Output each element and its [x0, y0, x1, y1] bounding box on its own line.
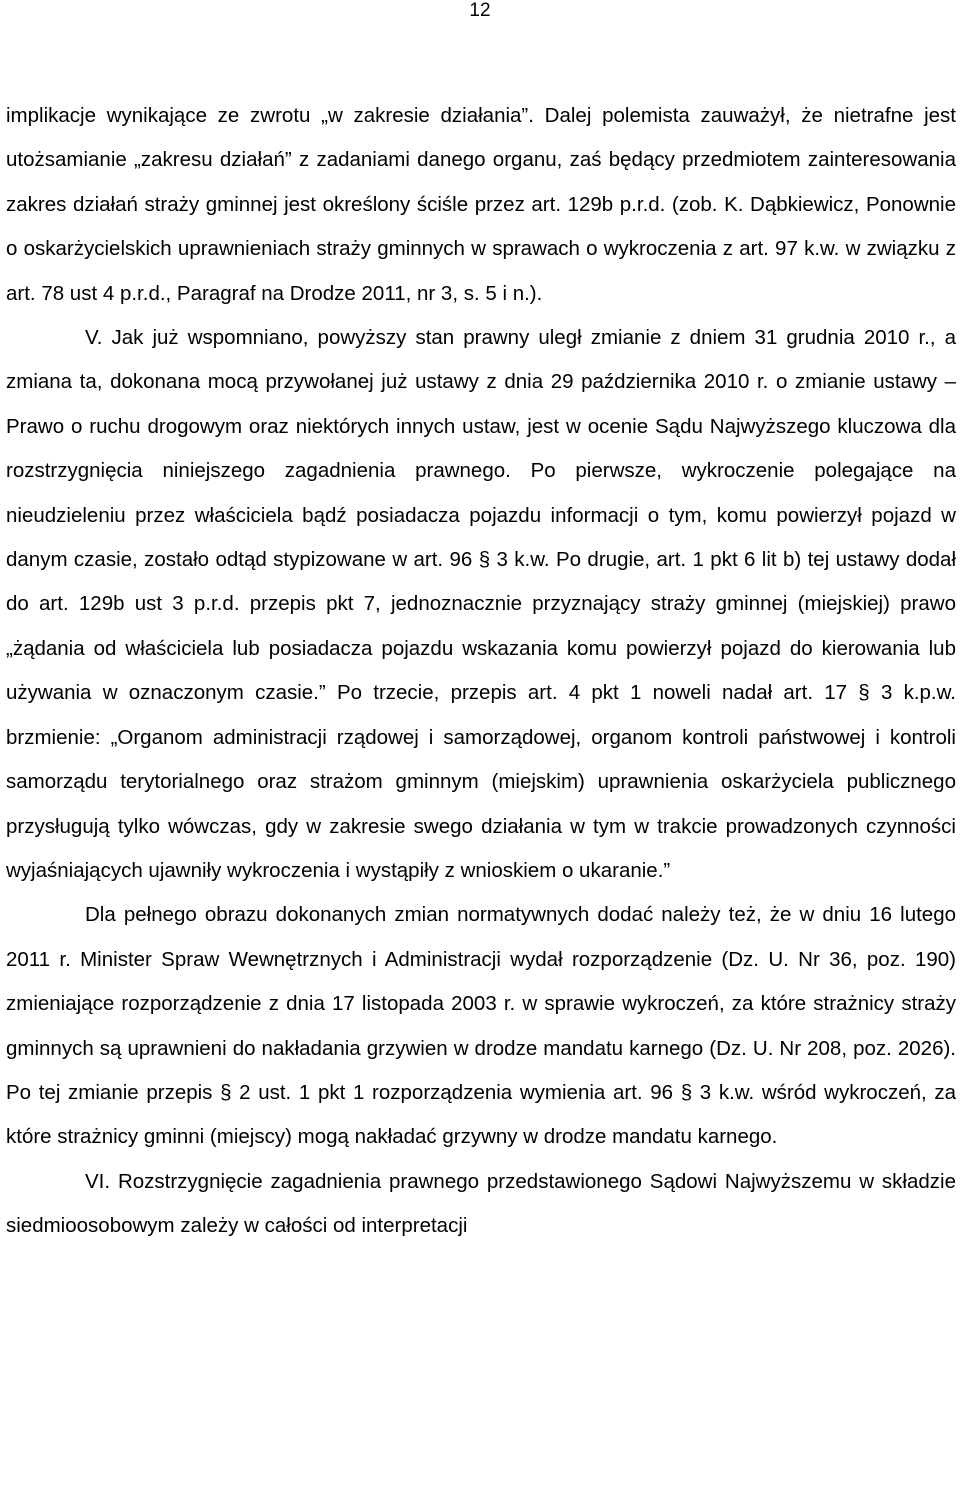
paragraph-intro: implikacje wynikające ze zwrotu „w zakresie działania”. Dalej polemista zauważył, że nietrafne jest utożsamianie „zakresu działań” z zadaniami danego organu, zaś będący przedmiotem zainteresowania zakres działań straży gminnej jest określony ściśle przez art. 129b p.r.d. (zob. K. Dąbkiewicz, Ponownie o oskarżycielskich uprawnieniach straży gminnych w sprawach o wykroczenia z art. 97 k.w. w związku z art. 78 ust 4 p.r.d., Paragraf na Drodze 2011, nr 3, s. 5 i n.).	[6, 104, 956, 305]
paragraph-section-v: V. Jak już wspomniano, powyższy stan prawny uległ zmianie z dniem 31 grudnia 2010 r., a zmiana ta, dokonana mocą przywołanej już ustawy z dnia 29 października 2010 r. o zmianie ustawy – Prawo o ruchu drogowym oraz niektórych innych ustaw, jest w ocenie Sądu Najwyższego kluczowa dla rozstrzygnięcia niniejszego zagadnienia prawnego. Po pierwsze, wykroczenie polegające na nieudzieleniu przez właściciela bądź posiadacza pojazdu informacji o tym, komu powierzył pojazd w danym czasie, zostało odtąd stypizowane w art. 96 § 3 k.w. Po drugie, art. 1 pkt 6 lit b) tej ustawy dodał do art. 129b ust 3 p.r.d. przepis pkt 7, jednoznacznie przyznający straży gminnej (miejskiej) prawo „żądania od właściciela lub posiadacza pojazdu wskazania komu powierzył pojazd do kierowania lub używania w oznaczonym czasie.” Po trzecie, przepis art. 4 pkt 1 noweli nadał art. 17 § 3 k.p.w. brzmienie: „Organom administracji rządowej i samorządowej, organom kontroli państwowej i kontroli samorządu terytorialnego oraz strażom gminnym (miejskim) uprawnienia oskarżyciela publicznego przysługują tylko wówczas, gdy w zakresie swego działania w tym w trakcie prowadzonych czynności wyjaśniających ujawniły wykroczenia i wystąpiły z wnioskiem o ukaranie.”	[6, 326, 956, 882]
document-body	[6, 94, 956, 1249]
page-number: 12	[469, 0, 491, 21]
paragraph-section-vi: VI. Rozstrzygnięcie zagadnienia prawnego przedstawionego Sądowi Najwyższemu w składzie siedmioosobowym zależy w całości od interpretacji	[6, 1169, 956, 1238]
paragraph-full-picture: Dla pełnego obrazu dokonanych zmian normatywnych dodać należy też, że w dniu 16 lutego 2011 r. Minister Spraw Wewnętrznych i Administracji wydał rozporządzenie (Dz. U. Nr 36, poz. 190) zmieniające rozporządzenie z dnia 17 listopada 2003 r. w sprawie wykroczeń, za które strażnicy straży gminnych są uprawnieni do nakładania grzywien w drodze mandatu karnego (Dz. U. Nr 208, poz. 2026). Po tej zmianie przepis § 2 ust. 1 pkt 1 rozporządzenia wymienia art. 96 § 3 k.w. wśród wykroczeń, za które strażnicy gminni (miejscy) mogą nakładać grzywny w drodze mandatu karnego.	[6, 903, 956, 1149]
